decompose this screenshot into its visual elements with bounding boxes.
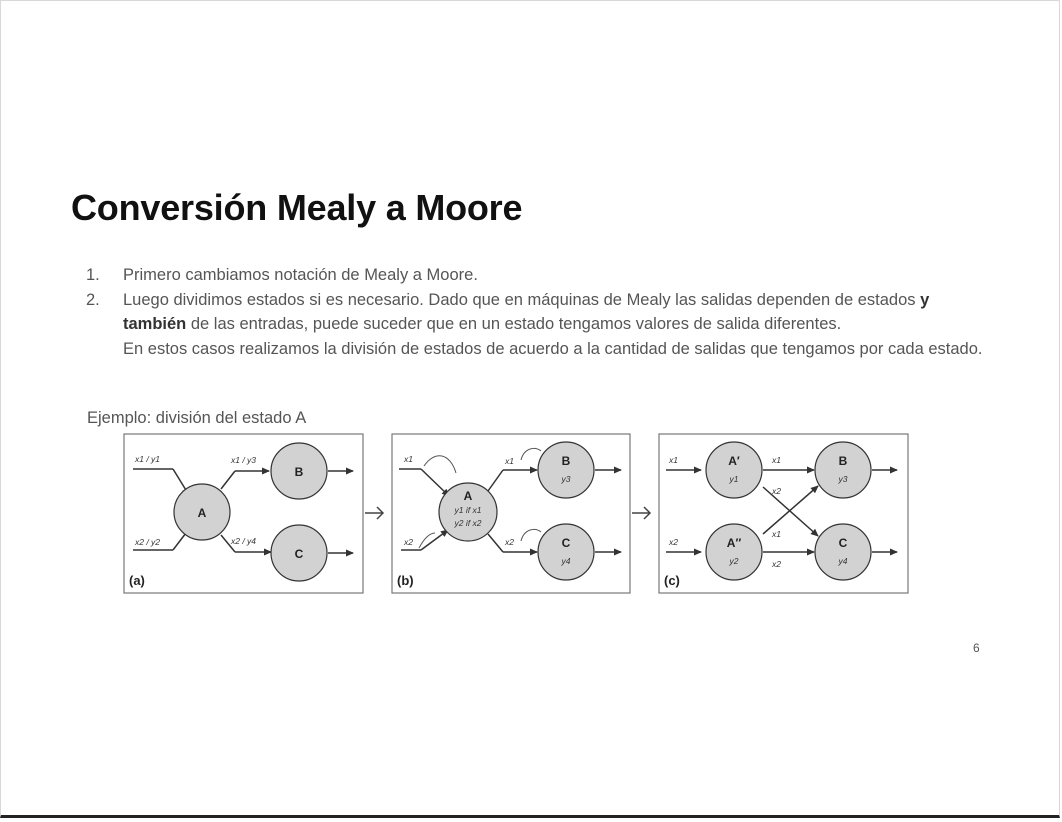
- edge-label: x2: [505, 537, 514, 547]
- step-text-second: En estos casos realizamos la división de estados de acuerdo a la cantidad de salidas que tengamos por cada estado.: [123, 339, 983, 358]
- step-emphasis: y también: [123, 290, 930, 333]
- edge-label: x1: [404, 454, 413, 464]
- edge-label: x2 / y4: [231, 536, 257, 546]
- panel-c-label: (c): [664, 573, 680, 588]
- panel-a-label: (a): [129, 573, 145, 588]
- state-b-label: B: [838, 454, 848, 468]
- state-b: [538, 442, 594, 498]
- edge-label: x2: [772, 559, 781, 569]
- page-number: 6: [973, 641, 980, 655]
- example-label: Ejemplo: división del estado A: [87, 409, 307, 427]
- state-c-label: C: [294, 547, 304, 561]
- edge-label: x1: [772, 455, 781, 465]
- state-c-label: C: [561, 536, 571, 550]
- steps-list: [86, 263, 986, 361]
- state-b-label: B: [561, 454, 571, 468]
- edge-label: x2 / y2: [135, 537, 161, 547]
- panel-b: [392, 434, 630, 593]
- state-c-label: C: [838, 536, 848, 550]
- state-a-output: y1 if x1: [454, 505, 482, 515]
- edge-label: x1 / y3: [231, 455, 257, 465]
- state-c: [815, 524, 871, 580]
- state-a-double-prime-output: y2: [729, 556, 739, 566]
- state-a-label: A: [197, 506, 207, 520]
- state-b: [815, 442, 871, 498]
- state-a-prime-output: y1: [729, 474, 739, 484]
- edge-label: x1: [772, 529, 781, 539]
- state-a-output: y2 if x2: [454, 518, 482, 528]
- state-c-output: y4: [838, 556, 848, 566]
- edge-label: x2: [772, 486, 781, 496]
- edge-label: x1: [505, 456, 514, 466]
- state-a-prime: [706, 442, 762, 498]
- state-b-output: y3: [838, 474, 848, 484]
- state-split-figure: [121, 433, 911, 596]
- edge-label: x1 / y1: [135, 454, 161, 464]
- page-title: Conversión Mealy a Moore: [71, 187, 523, 228]
- state-c-output: y4: [561, 556, 571, 566]
- state-a-label: A: [463, 489, 473, 503]
- state-b-output: y3: [561, 474, 571, 484]
- arrow-right-icon: [632, 507, 650, 519]
- state-a-double-prime-label: A′′: [726, 536, 742, 550]
- state-a-prime-label: A′: [728, 454, 740, 468]
- step-text-continued: de las entradas, puede suceder que en un estado tengamos valores de salida diferentes.: [186, 315, 842, 333]
- edge-label: x2: [669, 537, 678, 547]
- list-item: [86, 263, 986, 288]
- edge-label: x1: [669, 455, 678, 465]
- arrow-right-icon: [365, 507, 383, 519]
- state-c: [538, 524, 594, 580]
- edge-label: x2: [404, 537, 413, 547]
- state-b-label: B: [294, 465, 304, 479]
- panel-c: [659, 434, 908, 593]
- panel-c-frame: [659, 434, 908, 593]
- list-item: [86, 288, 986, 362]
- state-a-double-prime: [706, 524, 762, 580]
- step-number: 1.: [86, 266, 100, 284]
- panel-a: [124, 434, 363, 593]
- panel-b-label: (b): [397, 573, 414, 588]
- step-text: Luego dividimos estados si es necesario. Dado que en máquinas de Mealy las salidas dependen de estados: [123, 290, 921, 309]
- step-text: Primero cambiamos notación de Mealy a Moore.: [123, 266, 478, 284]
- step-number: 2.: [86, 290, 100, 309]
